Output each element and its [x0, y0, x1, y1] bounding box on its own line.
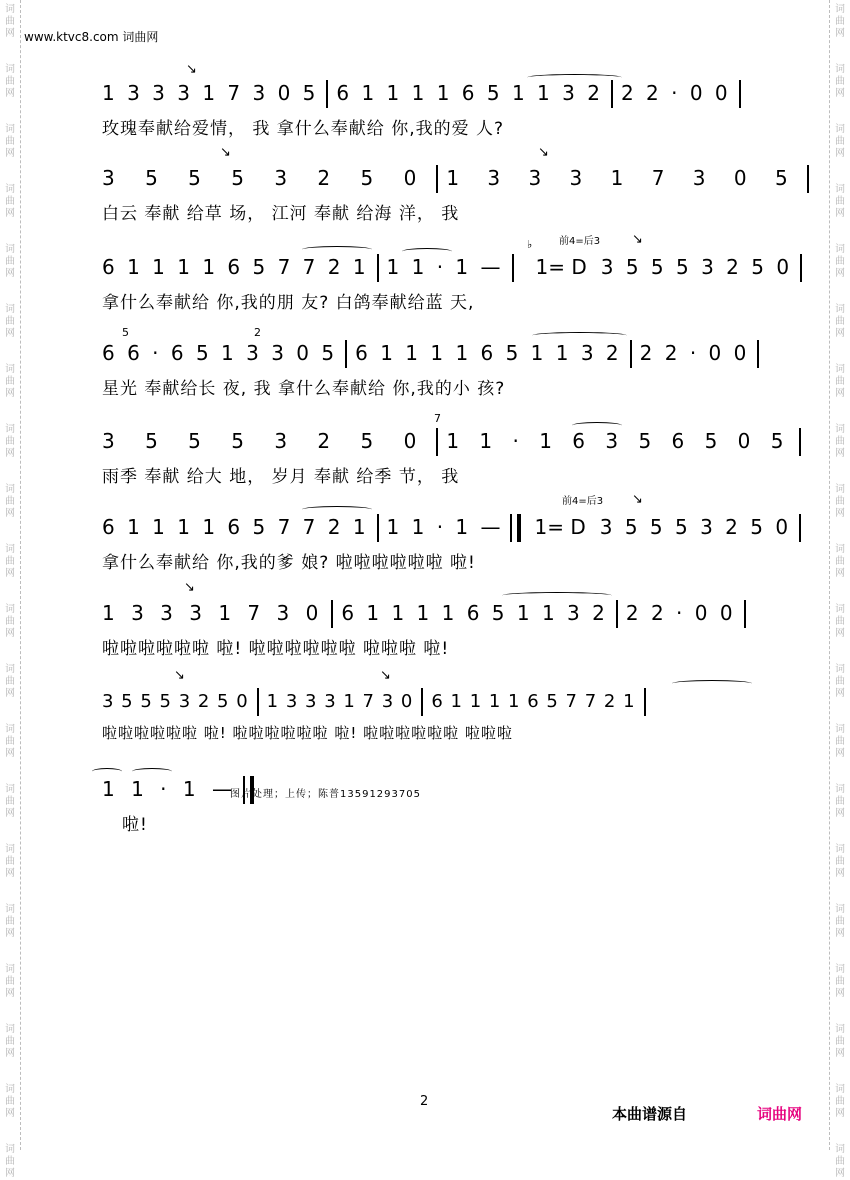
measure: 2 2 · 0 0	[639, 340, 750, 365]
watermark-text: 词 曲 网	[5, 544, 15, 579]
watermark-text: 词 曲 网	[835, 1024, 845, 1059]
watermark-text: 词 曲 网	[835, 184, 845, 219]
tie-mark	[132, 768, 172, 775]
watermark-text: 词 曲 网	[835, 664, 845, 699]
measure: 3 5 5 5 3 2 5 0	[600, 254, 793, 279]
tie-mark	[672, 680, 752, 687]
watermark-text: 词 曲 网	[5, 844, 15, 879]
measure: 1 1 · 1 —	[386, 514, 504, 539]
tempo-annotation: 前4=后3	[559, 236, 601, 247]
barline	[644, 688, 646, 716]
flat-sign: ♭	[527, 238, 533, 251]
watermark-text: 词 曲 网	[5, 1024, 15, 1059]
upload-credit: 图片处理；上传；陈普13591293705	[230, 789, 421, 800]
barline	[377, 254, 379, 282]
measure: 1 1 · 1 —	[102, 776, 237, 801]
watermark-text: 词 曲 网	[5, 904, 15, 939]
watermark-text: 词 曲 网	[5, 784, 15, 819]
lyric-line: 白云 奉献 给草 场， 江河 奉献 给海 洋， 我	[102, 204, 460, 224]
measure: 1 3 3 3 1 7 3 0 5	[102, 80, 319, 105]
watermark-text: 词 曲 网	[835, 844, 845, 879]
watermark-text: 词 曲 网	[835, 484, 845, 519]
watermark-text: 词 曲 网	[835, 124, 845, 159]
grace-note: 7	[434, 412, 441, 425]
lyric-line: 拿什么奉献给 你,我的爹 娘? 啦啦啦啦啦啦 啦!	[102, 553, 476, 573]
notation-line	[102, 165, 817, 191]
repeat-start-barline	[510, 514, 521, 542]
key-signature	[535, 515, 586, 539]
measure: 3 5 5 5 3 2 5 0	[102, 691, 249, 712]
slide-arrow-icon: ↘	[186, 62, 197, 77]
measure: 6 1 1 1 1 6 5 7 7 2 1	[102, 514, 369, 539]
tie-mark	[302, 506, 372, 513]
watermark-text: 词 曲 网	[835, 304, 845, 339]
measure: 1 1 · 1 —	[386, 254, 504, 279]
watermark-text: 词 曲 网	[5, 364, 15, 399]
measure: 6 1 1 1 1 6 5 1 1 3 2	[341, 600, 608, 625]
watermark-text: 词 曲 网	[835, 424, 845, 459]
site-url: www.ktvc8.com 词曲网	[24, 30, 159, 44]
watermark-text: 词 曲 网	[835, 1144, 845, 1179]
watermark-text: 词 曲 网	[835, 964, 845, 999]
measure: 6 1 1 1 1 6 5 7 7 2 1	[102, 254, 369, 279]
watermark-text: 词 曲 网	[5, 124, 15, 159]
tie-mark	[302, 246, 372, 253]
barline	[757, 340, 759, 368]
watermark-text: 词 曲 网	[835, 64, 845, 99]
barline	[799, 428, 801, 456]
watermark-text: 词 曲 网	[835, 544, 845, 579]
lyric-line: 啦啦啦啦啦啦 啦! 啦啦啦啦啦啦 啦啦啦 啦!	[102, 639, 450, 659]
barline	[807, 165, 809, 193]
page-number: 2	[420, 1094, 429, 1109]
slide-arrow-icon: ↘	[538, 145, 549, 160]
barline	[421, 688, 423, 716]
notation-line	[102, 600, 754, 626]
grace-note: 5	[122, 326, 129, 339]
measure: 1 1 · 1 6 3 5 6 5 0 5	[446, 428, 791, 453]
barline	[345, 340, 347, 368]
grace-note: 2	[254, 326, 261, 339]
barline	[257, 688, 259, 716]
watermark-text: 词 曲 网	[5, 4, 15, 39]
watermark-text: 词 曲 网	[835, 784, 845, 819]
measure: 1 3 3 3 1 7 3 0	[102, 600, 324, 625]
watermark-text: 词 曲 网	[835, 724, 845, 759]
barline	[377, 514, 379, 542]
measure: 3 5 5 5 3 2 5 0	[102, 165, 429, 190]
watermark-text: 词 曲 网	[5, 1084, 15, 1119]
lyric-line: 星光 奉献给长 夜, 我 拿什么奉献给 你,我的小 孩?	[102, 379, 506, 399]
tie-mark	[572, 422, 622, 429]
lyric-line: 雨季 奉献 给大 地， 岁月 奉献 给季 节， 我	[102, 467, 460, 487]
slide-arrow-icon: ↘	[220, 145, 231, 160]
notation-line	[102, 254, 810, 280]
notation-line	[102, 80, 749, 106]
slide-arrow-icon: ↘	[632, 232, 643, 247]
left-watermark-strip	[0, 0, 21, 1179]
watermark-text: 词 曲 网	[835, 4, 845, 39]
barline	[739, 80, 741, 108]
barline	[744, 600, 746, 628]
barline	[616, 600, 618, 628]
barline	[800, 254, 802, 282]
measure: 6 1 1 1 1 6 5 7 7 2 1	[431, 691, 636, 712]
watermark-text: 词 曲 网	[835, 1084, 845, 1119]
watermark-text: 词 曲 网	[5, 64, 15, 99]
measure: 3 5 5 5 3 2 5 0	[102, 428, 429, 453]
watermark-text: 词 曲 网	[5, 424, 15, 459]
watermark-text: 词 曲 网	[5, 664, 15, 699]
measure: 1 3 3 3 1 7 3 0	[266, 691, 414, 712]
barline	[630, 340, 632, 368]
tie-mark	[92, 768, 122, 775]
tie-mark	[527, 74, 622, 81]
watermark-text: 词 曲 网	[5, 724, 15, 759]
footer-source-label: 本曲谱源自	[612, 1105, 688, 1123]
right-watermark-strip	[829, 0, 850, 1179]
tie-mark	[402, 248, 452, 255]
key-text: 1= D	[534, 514, 586, 539]
watermark-text: 词 曲 网	[5, 604, 15, 639]
tempo-annotation: 前4=后3	[562, 496, 604, 507]
notation-line	[102, 514, 809, 540]
barline	[799, 514, 801, 542]
lyric-line: 啦啦啦啦啦啦 啦! 啦啦啦啦啦啦 啦! 啦啦啦啦啦啦 啦啦啦	[102, 724, 513, 742]
slide-arrow-icon: ↘	[632, 492, 643, 507]
lyric-line: 啦!	[122, 815, 148, 835]
measure: 6 6 · 6 5 1 3 3 0 5	[102, 340, 338, 365]
barline	[512, 254, 514, 282]
tie-mark	[502, 592, 612, 599]
notation-line	[102, 340, 767, 366]
watermark-text: 词 曲 网	[5, 184, 15, 219]
notation-line	[102, 688, 654, 714]
measure: 1 3 3 3 1 7 3 0 5	[446, 165, 799, 190]
measure: 6 1 1 1 1 6 5 1 1 3 2	[355, 340, 622, 365]
lyric-line: 玫瑰奉献给爱情， 我 拿什么奉献给 你,我的爱 人?	[102, 119, 505, 139]
watermark-text: 词 曲 网	[835, 904, 845, 939]
watermark-text: 词 曲 网	[5, 244, 15, 279]
slide-arrow-icon: ↘	[174, 668, 185, 683]
measure: 6 1 1 1 1 6 5 1 1 3 2	[336, 80, 603, 105]
watermark-text: 词 曲 网	[835, 244, 845, 279]
notation-line	[102, 428, 809, 454]
barline	[611, 80, 613, 108]
slide-arrow-icon: ↘	[184, 580, 195, 595]
tie-mark	[532, 332, 627, 339]
watermark-text: 词 曲 网	[5, 304, 15, 339]
measure: 2 2 · 0 0	[620, 80, 731, 105]
key-text: 1= D	[535, 254, 587, 279]
watermark-text: 词 曲 网	[5, 1144, 15, 1179]
watermark-text: 词 曲 网	[5, 484, 15, 519]
barline	[436, 428, 438, 456]
slide-arrow-icon: ↘	[380, 668, 391, 683]
barline	[326, 80, 328, 108]
measure: 2 2 · 0 0	[625, 600, 736, 625]
key-signature	[536, 255, 587, 279]
lyric-line: 拿什么奉献给 你,我的朋 友? 白鸽奉献给蓝 天,	[102, 293, 475, 313]
barline	[331, 600, 333, 628]
footer-site-link[interactable]: 词曲网	[757, 1105, 803, 1123]
watermark-text: 词 曲 网	[835, 364, 845, 399]
watermark-text: 词 曲 网	[835, 604, 845, 639]
barline	[436, 165, 438, 193]
watermark-text: 词 曲 网	[5, 964, 15, 999]
measure: 3 5 5 5 3 2 5 0	[599, 514, 792, 539]
